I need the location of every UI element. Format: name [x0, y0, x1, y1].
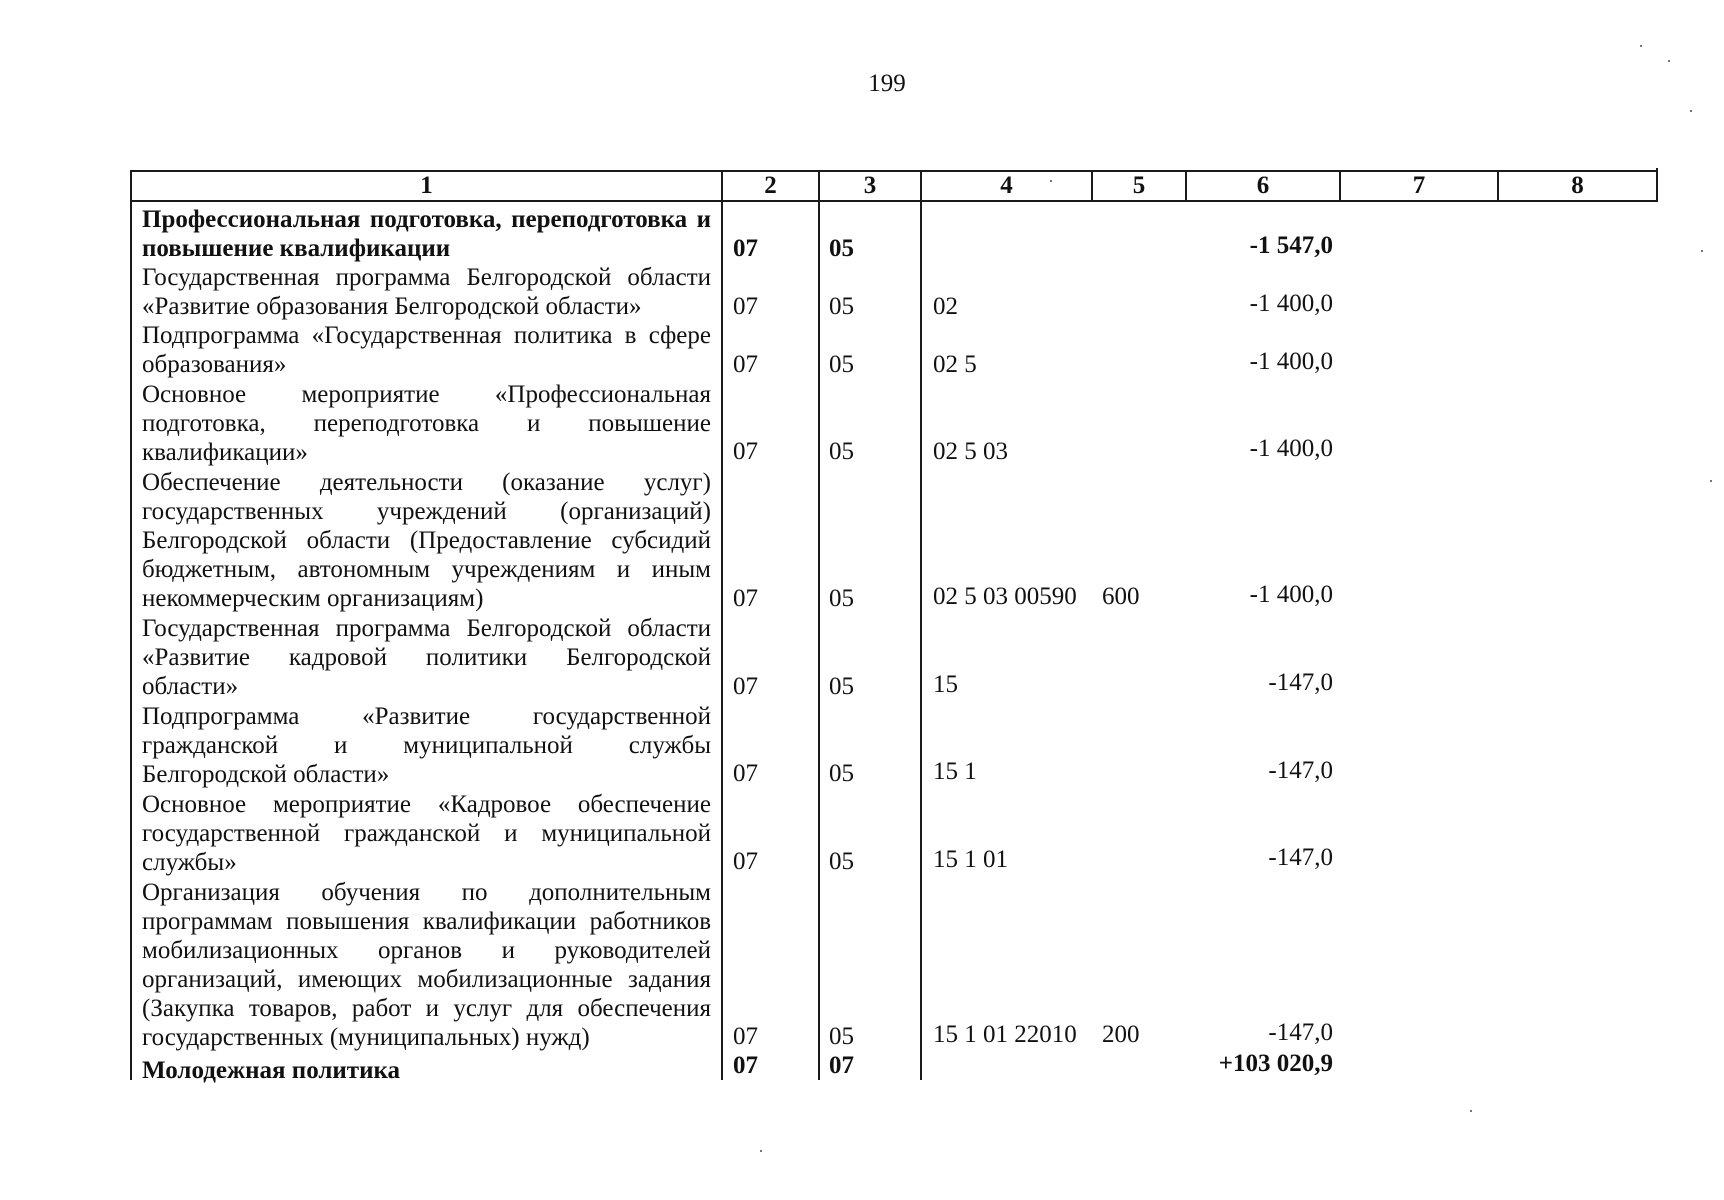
table-row-target-code: 02 5 — [933, 351, 977, 378]
table-row-subsection: 05 — [829, 438, 854, 465]
table-row-subsection: 05 — [829, 293, 854, 320]
column-header-1: 1 — [420, 172, 433, 199]
column-header-3: 3 — [863, 172, 877, 199]
table-header-border — [130, 200, 1658, 202]
column-header-4: 4 — [1000, 172, 1013, 199]
table-row-amount: -1 547,0 — [1249, 232, 1333, 259]
table-row-expense-type: 600 — [1102, 583, 1140, 610]
table-row-name: Государственная программа Белгородской области «Развитие образования Белгородской области» — [142, 264, 711, 320]
table-row-amount: -147,0 — [1268, 669, 1333, 696]
scan-speck — [1690, 110, 1692, 112]
table-row-section: 07 — [733, 293, 758, 320]
table-row-amount: -1 400,0 — [1249, 435, 1333, 462]
table-row-section: 07 — [733, 1052, 758, 1079]
col-divider-2-3 — [818, 170, 820, 1080]
column-header-2: 2 — [764, 172, 777, 199]
table-row-name: Организация обучения по дополнительным программам повышения квалификации работников мобилизационных органов и руководителей организаций, имеющих мобилизационные задания (Закупка товаров, работ и услуг для обеспечения государственных (муниципальных) нужд) — [142, 879, 711, 1051]
table-row-target-code: 15 1 01 — [933, 846, 1008, 873]
table-row-name: Обеспечение деятельности (оказание услуг) государственных учреждений (организаций) Белгородской области (Предоставление субсидий бюджетным, автономным учреждениям и иным некоммерческим организациям) — [142, 469, 711, 612]
table-row-amount: -1 400,0 — [1249, 581, 1333, 608]
column-header-5: 5 — [1132, 172, 1146, 199]
table-row-subsection: 05 — [829, 235, 854, 262]
table-row-section: 07 — [733, 438, 758, 465]
table-row-section: 07 — [733, 760, 758, 787]
scan-speck — [1640, 45, 1642, 47]
table-row-section: 07 — [733, 585, 758, 612]
table-row-target-code: 02 — [933, 293, 958, 320]
col-divider-3-4 — [920, 170, 922, 1080]
table-left-border — [130, 170, 132, 1080]
table-row-section: 07 — [733, 673, 758, 700]
table-row-section: 07 — [733, 1023, 758, 1050]
table-row-amount: +103 020,9 — [1218, 1050, 1333, 1077]
column-header-6: 6 — [1256, 172, 1270, 199]
scan-speck — [1710, 480, 1712, 482]
table-row-name: Молодежная политика — [142, 1057, 401, 1084]
table-row-amount: -1 400,0 — [1249, 348, 1333, 375]
scan-speck — [1470, 1110, 1472, 1112]
table-row-name: Подпрограмма «Развитие государственной гражданской и муниципальной службы Белгородской области» — [142, 703, 711, 788]
table-row-expense-type: 200 — [1102, 1021, 1140, 1048]
col-divider-1-2 — [721, 170, 723, 1080]
table-row-name: Основное мероприятие «Профессиональная подготовка, переподготовка и повышение квалификации» — [142, 381, 711, 466]
table-row-amount: -147,0 — [1268, 757, 1333, 784]
table-row-name: Профессиональная подготовка, переподготовка и повышение квалификации — [142, 206, 711, 262]
table-row-amount: -147,0 — [1268, 844, 1333, 871]
table-row-subsection: 05 — [829, 848, 854, 875]
table-right-border — [1656, 168, 1658, 200]
page-number: 199 — [868, 70, 906, 97]
scan-speck — [760, 1150, 762, 1152]
scan-speck — [1701, 250, 1703, 252]
scan-speck — [1668, 60, 1670, 62]
table-row-name: Государственная программа Белгородской области «Развитие кадровой политики Белгородской области» — [142, 615, 711, 700]
table-row-target-code: 15 1 01 22010 — [933, 1021, 1077, 1048]
table-row-subsection: 07 — [829, 1052, 854, 1079]
table-row-name: Подпрограмма «Государственная политика в сфере образования» — [142, 322, 711, 378]
table-row-name: Основное мероприятие «Кадровое обеспечение государственной гражданской и муниципальной службы» — [142, 791, 711, 876]
table-row-target-code: 15 1 — [933, 758, 977, 785]
table-row-subsection: 05 — [829, 1023, 854, 1050]
table-row-amount: -1 400,0 — [1249, 290, 1333, 317]
table-row-amount: -147,0 — [1268, 1019, 1333, 1046]
table-row-subsection: 05 — [829, 673, 854, 700]
column-header-8: 8 — [1571, 172, 1584, 199]
table-row-target-code: 02 5 03 00590 — [933, 583, 1077, 610]
table-row-subsection: 05 — [829, 760, 854, 787]
table-row-subsection: 05 — [829, 351, 854, 378]
table-row-section: 07 — [733, 235, 758, 262]
table-row-section: 07 — [733, 848, 758, 875]
column-header-7: 7 — [1412, 172, 1426, 199]
table-row-target-code: 15 — [933, 671, 958, 698]
table-row-target-code: 02 5 03 — [933, 438, 1008, 465]
table-row-section: 07 — [733, 351, 758, 378]
table-row-subsection: 05 — [829, 585, 854, 612]
scan-speck — [1050, 180, 1052, 182]
